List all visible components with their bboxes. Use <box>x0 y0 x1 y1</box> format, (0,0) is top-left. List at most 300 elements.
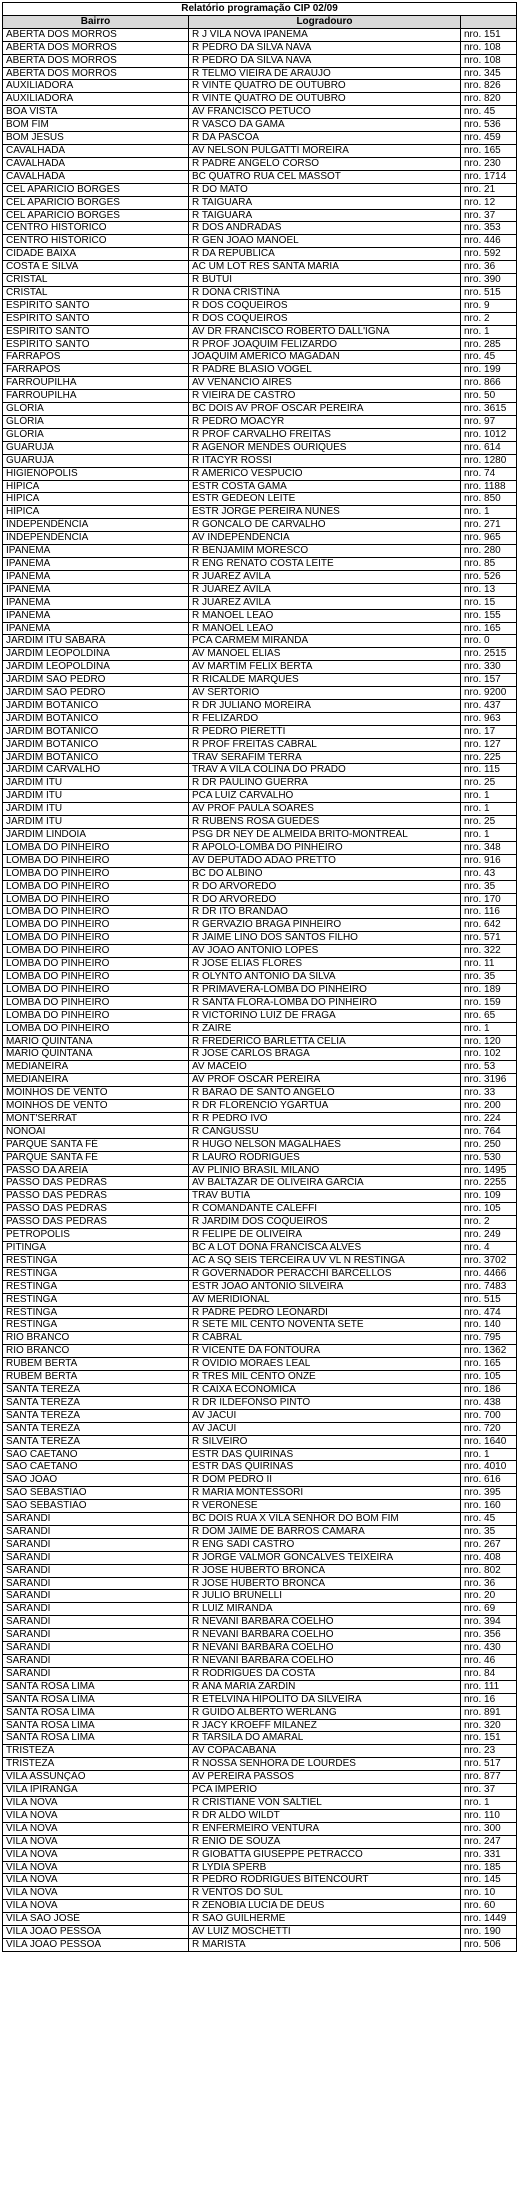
cell-logradouro: R DA REPUBLICA <box>189 248 461 261</box>
table-row <box>3 312 517 325</box>
cell-bairro: SARANDI <box>3 1525 189 1538</box>
cell-logradouro: PCA CARMEM MIRANDA <box>189 635 461 648</box>
cell-numero: nro. 45 <box>461 106 517 119</box>
cell-bairro: ESPÍRITO SANTO <box>3 299 189 312</box>
cell-bairro: SANTA TEREZA <box>3 1435 189 1448</box>
table-row <box>3 1564 517 1577</box>
cell-bairro: CRISTAL <box>3 274 189 287</box>
cell-numero: nro. 13 <box>461 583 517 596</box>
table-row <box>3 1422 517 1435</box>
cell-logradouro: R JUAREZ AVILA <box>189 583 461 596</box>
cell-numero: nro. 249 <box>461 1229 517 1242</box>
cell-logradouro: AV BALTAZAR DE OLIVEIRA GARCIA <box>189 1177 461 1190</box>
table-row <box>3 1500 517 1513</box>
cell-logradouro: R LUIZ MIRANDA <box>189 1603 461 1616</box>
table-row <box>3 674 517 687</box>
cell-logradouro: AV DR FRANCISCO ROBERTO DALL'IGNA <box>189 325 461 338</box>
title-row <box>3 3 517 16</box>
table-row <box>3 751 517 764</box>
cell-numero: nro. 356 <box>461 1629 517 1642</box>
table-row <box>3 428 517 441</box>
cell-logradouro: BC A LOT DONA FRANCISCA ALVES <box>189 1242 461 1255</box>
table-row <box>3 1900 517 1913</box>
cell-numero: nro. 115 <box>461 764 517 777</box>
cell-logradouro: R TAIGUARA <box>189 196 461 209</box>
cell-bairro: VILA NOVA <box>3 1809 189 1822</box>
cell-numero: nro. 2255 <box>461 1177 517 1190</box>
table-row <box>3 1861 517 1874</box>
cell-bairro: LOMBA DO PINHEIRO <box>3 945 189 958</box>
table-row <box>3 416 517 429</box>
cell-numero: nro. 25 <box>461 816 517 829</box>
table-row <box>3 893 517 906</box>
table-body <box>3 28 517 1951</box>
cell-logradouro: R CRISTIANE VON SALTIEL <box>189 1796 461 1809</box>
cell-logradouro: AV LUIZ MOSCHETTI <box>189 1926 461 1939</box>
table-row <box>3 1177 517 1190</box>
cell-bairro: IPANEMA <box>3 596 189 609</box>
cell-logradouro: AC A SQ SEIS TERCEIRA UV VL N RESTINGA <box>189 1254 461 1267</box>
cell-numero: nro. 438 <box>461 1396 517 1409</box>
cell-numero: nro. 53 <box>461 1061 517 1074</box>
cell-logradouro: R NEVANI BARBARA COELHO <box>189 1655 461 1668</box>
cell-numero: nro. 285 <box>461 338 517 351</box>
cell-bairro: SANTA TEREZA <box>3 1396 189 1409</box>
table-row <box>3 1629 517 1642</box>
cell-logradouro: R JAIME LINO DOS SANTOS FILHO <box>189 932 461 945</box>
cell-bairro: SANTA ROSA LIMA <box>3 1693 189 1706</box>
cell-logradouro: R PEDRO MOACYR <box>189 416 461 429</box>
cell-logradouro: R FREDERICO BARLETTA CELIA <box>189 1035 461 1048</box>
cell-numero: nro. 280 <box>461 545 517 558</box>
table-row <box>3 1719 517 1732</box>
cell-numero: nro. 642 <box>461 919 517 932</box>
cell-logradouro: AV MANOEL ELIAS <box>189 648 461 661</box>
cell-numero: nro. 23 <box>461 1745 517 1758</box>
cell-bairro: MARIO QUINTANA <box>3 1035 189 1048</box>
table-row <box>3 867 517 880</box>
cell-logradouro: R PROF CARVALHO FREITAS <box>189 428 461 441</box>
cell-bairro: CRISTAL <box>3 286 189 299</box>
cell-numero: nro. 390 <box>461 274 517 287</box>
table-row <box>3 338 517 351</box>
cell-numero: nro. 69 <box>461 1603 517 1616</box>
cell-bairro: SÃO SEBASTIÃO <box>3 1487 189 1500</box>
cell-logradouro: R PADRE BLASIO VOGEL <box>189 364 461 377</box>
cell-numero: nro. 165 <box>461 622 517 635</box>
table-row <box>3 945 517 958</box>
table-row <box>3 996 517 1009</box>
cell-bairro: IPANEMA <box>3 545 189 558</box>
table-row <box>3 106 517 119</box>
cell-logradouro: R GEN JOAO MANOEL <box>189 235 461 248</box>
cell-bairro: INDEPENDÊNCIA <box>3 532 189 545</box>
table-row <box>3 1074 517 1087</box>
table-row <box>3 854 517 867</box>
cell-bairro: VILA NOVA <box>3 1861 189 1874</box>
cell-bairro: HÍPICA <box>3 480 189 493</box>
table-row <box>3 983 517 996</box>
cell-numero: nro. 430 <box>461 1642 517 1655</box>
cell-bairro: NONOAI <box>3 1125 189 1138</box>
cell-bairro: AUXILIADORA <box>3 80 189 93</box>
cell-logradouro: R NEVANI BARBARA COELHO <box>189 1642 461 1655</box>
table-row <box>3 699 517 712</box>
cell-numero: nro. 408 <box>461 1551 517 1564</box>
table-row <box>3 1448 517 1461</box>
table-row <box>3 803 517 816</box>
table-row <box>3 1887 517 1900</box>
table-row <box>3 261 517 274</box>
cell-bairro: CIDADE BAIXA <box>3 248 189 261</box>
cell-logradouro: JOAQUIM AMERICO MAGADAN <box>189 351 461 364</box>
cell-bairro: CEL APARICIO BORGES <box>3 209 189 222</box>
cell-numero: nro. 11 <box>461 958 517 971</box>
table-row <box>3 687 517 700</box>
cell-logradouro: R DOS COQUEIROS <box>189 299 461 312</box>
table-row <box>3 635 517 648</box>
cell-logradouro: R GONCALO DE CARVALHO <box>189 519 461 532</box>
cell-numero: nro. 145 <box>461 1874 517 1887</box>
table-row <box>3 570 517 583</box>
table-row <box>3 1112 517 1125</box>
table-row <box>3 1577 517 1590</box>
table-row <box>3 1371 517 1384</box>
table-row <box>3 919 517 932</box>
cell-logradouro: R AMERICO VESPUCIO <box>189 467 461 480</box>
cell-logradouro: ESTR JORGE PEREIRA NUNES <box>189 506 461 519</box>
cell-logradouro: R BARAO DE SANTO ANGELO <box>189 1087 461 1100</box>
cell-bairro: RESTINGA <box>3 1280 189 1293</box>
cell-logradouro: R PEDRO DA SILVA NAVA <box>189 41 461 54</box>
cell-logradouro: R JOSE HUBERTO BRONCA <box>189 1577 461 1590</box>
cell-logradouro: ESTR GEDEON LEITE <box>189 493 461 506</box>
header-logradouro: Logradouro <box>189 15 461 28</box>
cell-bairro: VILA ASSUNÇÃO <box>3 1771 189 1784</box>
cell-numero: nro. 35 <box>461 1525 517 1538</box>
cell-bairro: CAVALHADA <box>3 144 189 157</box>
table-row <box>3 1525 517 1538</box>
cell-numero: nro. 105 <box>461 1203 517 1216</box>
cell-numero: nro. 4466 <box>461 1267 517 1280</box>
cell-logradouro: PCA LUIZ CARVALHO <box>189 790 461 803</box>
cell-logradouro: R JACY KROEFF MILANEZ <box>189 1719 461 1732</box>
cell-bairro: JARDIM ITU <box>3 790 189 803</box>
table-row <box>3 1784 517 1797</box>
table-row <box>3 841 517 854</box>
table-row <box>3 764 517 777</box>
cell-numero: nro. 300 <box>461 1822 517 1835</box>
cell-logradouro: R JUAREZ AVILA <box>189 596 461 609</box>
report-sheet <box>2 2 516 1952</box>
cell-bairro: HÍPICA <box>3 506 189 519</box>
cell-numero: nro. 0 <box>461 635 517 648</box>
cell-bairro: JARDIM BOTÂNICO <box>3 712 189 725</box>
cell-numero: nro. 616 <box>461 1474 517 1487</box>
cell-logradouro: R PADRE PEDRO LEONARDI <box>189 1306 461 1319</box>
cell-numero: nro. 9 <box>461 299 517 312</box>
cell-numero: nro. 3196 <box>461 1074 517 1087</box>
table-row <box>3 441 517 454</box>
cell-numero: nro. 1362 <box>461 1345 517 1358</box>
cell-bairro: FARRAPOS <box>3 364 189 377</box>
cell-numero: nro. 1640 <box>461 1435 517 1448</box>
table-row <box>3 274 517 287</box>
cell-bairro: SANTA ROSA LIMA <box>3 1719 189 1732</box>
cell-bairro: SANTA TEREZA <box>3 1409 189 1422</box>
cell-numero: nro. 1 <box>461 803 517 816</box>
cell-logradouro: R R PEDRO IVO <box>189 1112 461 1125</box>
cell-logradouro: AV MARTIM FELIX BERTA <box>189 661 461 674</box>
cell-numero: nro. 700 <box>461 1409 517 1422</box>
cell-numero: nro. 3615 <box>461 403 517 416</box>
cell-logradouro: R RUBENS ROSA GUEDES <box>189 816 461 829</box>
table-row <box>3 1048 517 1061</box>
cell-logradouro: R BENJAMIM MORESCO <box>189 545 461 558</box>
table-row <box>3 648 517 661</box>
table-row <box>3 1061 517 1074</box>
cell-bairro: VILA NOVA <box>3 1874 189 1887</box>
table-row <box>3 390 517 403</box>
cell-numero: nro. 250 <box>461 1138 517 1151</box>
cell-bairro: PASSO DAS PEDRAS <box>3 1203 189 1216</box>
cell-numero: nro. 614 <box>461 441 517 454</box>
cell-numero: nro. 74 <box>461 467 517 480</box>
cell-numero: nro. 515 <box>461 1293 517 1306</box>
cell-bairro: ABERTA DOS MORROS <box>3 54 189 67</box>
cell-numero: nro. 190 <box>461 1926 517 1939</box>
cell-bairro: VILA NOVA <box>3 1887 189 1900</box>
table-row <box>3 93 517 106</box>
cell-numero: nro. 140 <box>461 1319 517 1332</box>
cell-numero: nro. 592 <box>461 248 517 261</box>
cell-numero: nro. 1495 <box>461 1164 517 1177</box>
cell-numero: nro. 116 <box>461 906 517 919</box>
cell-bairro: HIGIENÓPOLIS <box>3 467 189 480</box>
cell-logradouro: R VINTE QUATRO DE OUTUBRO <box>189 80 461 93</box>
table-row <box>3 1874 517 1887</box>
cell-bairro: VILA JOÃO PESSOA <box>3 1938 189 1951</box>
cell-logradouro: R VINTE QUATRO DE OUTUBRO <box>189 93 461 106</box>
cell-numero: nro. 4010 <box>461 1461 517 1474</box>
cell-bairro: PASSO DA AREIA <box>3 1164 189 1177</box>
table-row <box>3 519 517 532</box>
cell-numero: nro. 165 <box>461 144 517 157</box>
cell-logradouro: R SANTA FLORA-LOMBA DO PINHEIRO <box>189 996 461 1009</box>
cell-bairro: RIO BRANCO <box>3 1332 189 1345</box>
cell-numero: nro. 1 <box>461 1796 517 1809</box>
cell-logradouro: R TARSILA DO AMARAL <box>189 1732 461 1745</box>
cell-bairro: LOMBA DO PINHEIRO <box>3 867 189 880</box>
table-row <box>3 1216 517 1229</box>
cell-numero: nro. 85 <box>461 557 517 570</box>
cell-numero: nro. 322 <box>461 945 517 958</box>
table-row <box>3 880 517 893</box>
cell-logradouro: R PEDRO PIERETTI <box>189 725 461 738</box>
cell-numero: nro. 446 <box>461 235 517 248</box>
cell-numero: nro. 199 <box>461 364 517 377</box>
cell-numero: nro. 826 <box>461 80 517 93</box>
cell-numero: nro. 394 <box>461 1616 517 1629</box>
cell-logradouro: AV NELSON PULGATTI MOREIRA <box>189 144 461 157</box>
cell-bairro: SARANDI <box>3 1551 189 1564</box>
table-row <box>3 532 517 545</box>
table-row <box>3 557 517 570</box>
cell-logradouro: R SETE MIL CENTO NOVENTA SETE <box>189 1319 461 1332</box>
cell-bairro: VILA NOVA <box>3 1900 189 1913</box>
cell-logradouro: AV PLINIO BRASIL MILANO <box>189 1164 461 1177</box>
cell-bairro: CEL APARICIO BORGES <box>3 183 189 196</box>
table-row <box>3 493 517 506</box>
cell-logradouro: R CANGUSSU <box>189 1125 461 1138</box>
cell-bairro: VILA NOVA <box>3 1848 189 1861</box>
table-row <box>3 1603 517 1616</box>
table-row <box>3 403 517 416</box>
cell-logradouro: R AGENOR MENDES OURIQUES <box>189 441 461 454</box>
cell-bairro: JARDIM LEOPOLDINA <box>3 661 189 674</box>
cell-logradouro: R TELMO VIEIRA DE ARAUJO <box>189 67 461 80</box>
cell-logradouro: AV JOAO ANTONIO LOPES <box>189 945 461 958</box>
cell-logradouro: R PRIMAVERA-LOMBA DO PINHEIRO <box>189 983 461 996</box>
table-row <box>3 829 517 842</box>
cell-bairro: JARDIM ITU <box>3 803 189 816</box>
table-row <box>3 1487 517 1500</box>
table-row <box>3 661 517 674</box>
cell-bairro: LOMBA DO PINHEIRO <box>3 970 189 983</box>
cell-logradouro: BC DOIS RUA X VILA SENHOR DO BOM FIM <box>189 1513 461 1526</box>
cell-logradouro: AV JACUI <box>189 1422 461 1435</box>
cell-logradouro: BC DOIS AV PROF OSCAR PEREIRA <box>189 403 461 416</box>
table-row <box>3 1590 517 1603</box>
table-row <box>3 454 517 467</box>
cell-logradouro: R ZAIRE <box>189 1022 461 1035</box>
cell-bairro: ESPÍRITO SANTO <box>3 312 189 325</box>
table-row <box>3 54 517 67</box>
cell-logradouro: R FELIPE DE OLIVEIRA <box>189 1229 461 1242</box>
report-title: Relatório programação CIP 02/09 <box>3 3 517 16</box>
cell-numero: nro. 25 <box>461 777 517 790</box>
cell-numero: nro. 353 <box>461 222 517 235</box>
cell-bairro: IPANEMA <box>3 622 189 635</box>
cell-bairro: CENTRO HISTÓRICO <box>3 235 189 248</box>
cell-bairro: SARANDI <box>3 1616 189 1629</box>
table-row <box>3 325 517 338</box>
table-row <box>3 1538 517 1551</box>
table-row <box>3 235 517 248</box>
cell-bairro: GLÓRIA <box>3 403 189 416</box>
table-row <box>3 480 517 493</box>
cell-bairro: SARANDI <box>3 1513 189 1526</box>
cell-bairro: MEDIANEIRA <box>3 1061 189 1074</box>
cell-bairro: JARDIM ITU <box>3 816 189 829</box>
cell-numero: nro. 320 <box>461 1719 517 1732</box>
table-row <box>3 1396 517 1409</box>
cell-bairro: SÃO JOÃO <box>3 1474 189 1487</box>
table-row <box>3 209 517 222</box>
cell-bairro: SARANDI <box>3 1603 189 1616</box>
cell-numero: nro. 186 <box>461 1383 517 1396</box>
table-row <box>3 1835 517 1848</box>
cell-bairro: GLÓRIA <box>3 416 189 429</box>
cell-logradouro: ESTR COSTA GAMA <box>189 480 461 493</box>
cell-numero: nro. 877 <box>461 1771 517 1784</box>
cell-bairro: ABERTA DOS MORROS <box>3 28 189 41</box>
table-row <box>3 1345 517 1358</box>
cell-numero: nro. 159 <box>461 996 517 1009</box>
cell-numero: nro. 170 <box>461 893 517 906</box>
table-row <box>3 1254 517 1267</box>
cell-bairro: MOINHOS DE VENTO <box>3 1087 189 1100</box>
cell-bairro: JARDIM LEOPOLDINA <box>3 648 189 661</box>
cell-bairro: LOMBA DO PINHEIRO <box>3 983 189 996</box>
cell-bairro: BOM JESUS <box>3 132 189 145</box>
cell-bairro: RUBEM BERTA <box>3 1371 189 1384</box>
cell-logradouro: R DOM JAIME DE BARROS CAMARA <box>189 1525 461 1538</box>
table-row <box>3 1138 517 1151</box>
cell-logradouro: AV INDEPENDENCIA <box>189 532 461 545</box>
table-row <box>3 712 517 725</box>
cell-bairro: MARIO QUINTANA <box>3 1048 189 1061</box>
cell-logradouro: R DO MATO <box>189 183 461 196</box>
cell-logradouro: R VICTORINO LUIZ DE FRAGA <box>189 1009 461 1022</box>
cell-logradouro: R ENG RENATO COSTA LEITE <box>189 557 461 570</box>
table-row <box>3 1267 517 1280</box>
cell-bairro: IPANEMA <box>3 570 189 583</box>
cell-bairro: INDEPENDÊNCIA <box>3 519 189 532</box>
table-row <box>3 1435 517 1448</box>
cell-numero: nro. 1 <box>461 1022 517 1035</box>
cell-numero: nro. 45 <box>461 1513 517 1526</box>
cell-numero: nro. 45 <box>461 351 517 364</box>
table-row <box>3 1913 517 1926</box>
cell-bairro: LOMBA DO PINHEIRO <box>3 958 189 971</box>
cell-logradouro: R JOSE HUBERTO BRONCA <box>189 1564 461 1577</box>
cell-numero: nro. 151 <box>461 28 517 41</box>
cell-bairro: AUXILIADORA <box>3 93 189 106</box>
cell-logradouro: PSG DR NEY DE ALMEIDA BRITO-MONTREAL <box>189 829 461 842</box>
cell-numero: nro. 35 <box>461 880 517 893</box>
cell-bairro: SARANDI <box>3 1590 189 1603</box>
cell-logradouro: R DOM PEDRO II <box>189 1474 461 1487</box>
table-row <box>3 545 517 558</box>
cell-logradouro: R MANOEL LEAO <box>189 622 461 635</box>
cell-logradouro: R DR JULIANO MOREIRA <box>189 699 461 712</box>
cell-logradouro: AC UM LOT RES SANTA MARIA <box>189 261 461 274</box>
cell-bairro: MOINHOS DE VENTO <box>3 1100 189 1113</box>
cell-numero: nro. 891 <box>461 1706 517 1719</box>
cell-bairro: TRISTEZA <box>3 1745 189 1758</box>
table-row <box>3 132 517 145</box>
cell-bairro: CEL APARICIO BORGES <box>3 196 189 209</box>
table-row <box>3 1190 517 1203</box>
cell-bairro: JARDIM SÃO PEDRO <box>3 674 189 687</box>
cell-bairro: VILA JOÃO PESSOA <box>3 1926 189 1939</box>
cell-bairro: IPANEMA <box>3 609 189 622</box>
cell-logradouro: PCA IMPERIO <box>189 1784 461 1797</box>
cell-numero: nro. 271 <box>461 519 517 532</box>
cell-numero: nro. 1 <box>461 506 517 519</box>
cell-bairro: IPANEMA <box>3 583 189 596</box>
cell-numero: nro. 850 <box>461 493 517 506</box>
cell-logradouro: AV MACEIO <box>189 1061 461 1074</box>
cell-numero: nro. 459 <box>461 132 517 145</box>
cell-logradouro: R ZENOBIA LUCIA DE DEUS <box>189 1900 461 1913</box>
cell-numero: nro. 2515 <box>461 648 517 661</box>
table-row <box>3 1461 517 1474</box>
cell-bairro: SÃO CAETANO <box>3 1448 189 1461</box>
cell-numero: nro. 230 <box>461 157 517 170</box>
cell-bairro: RESTINGA <box>3 1319 189 1332</box>
